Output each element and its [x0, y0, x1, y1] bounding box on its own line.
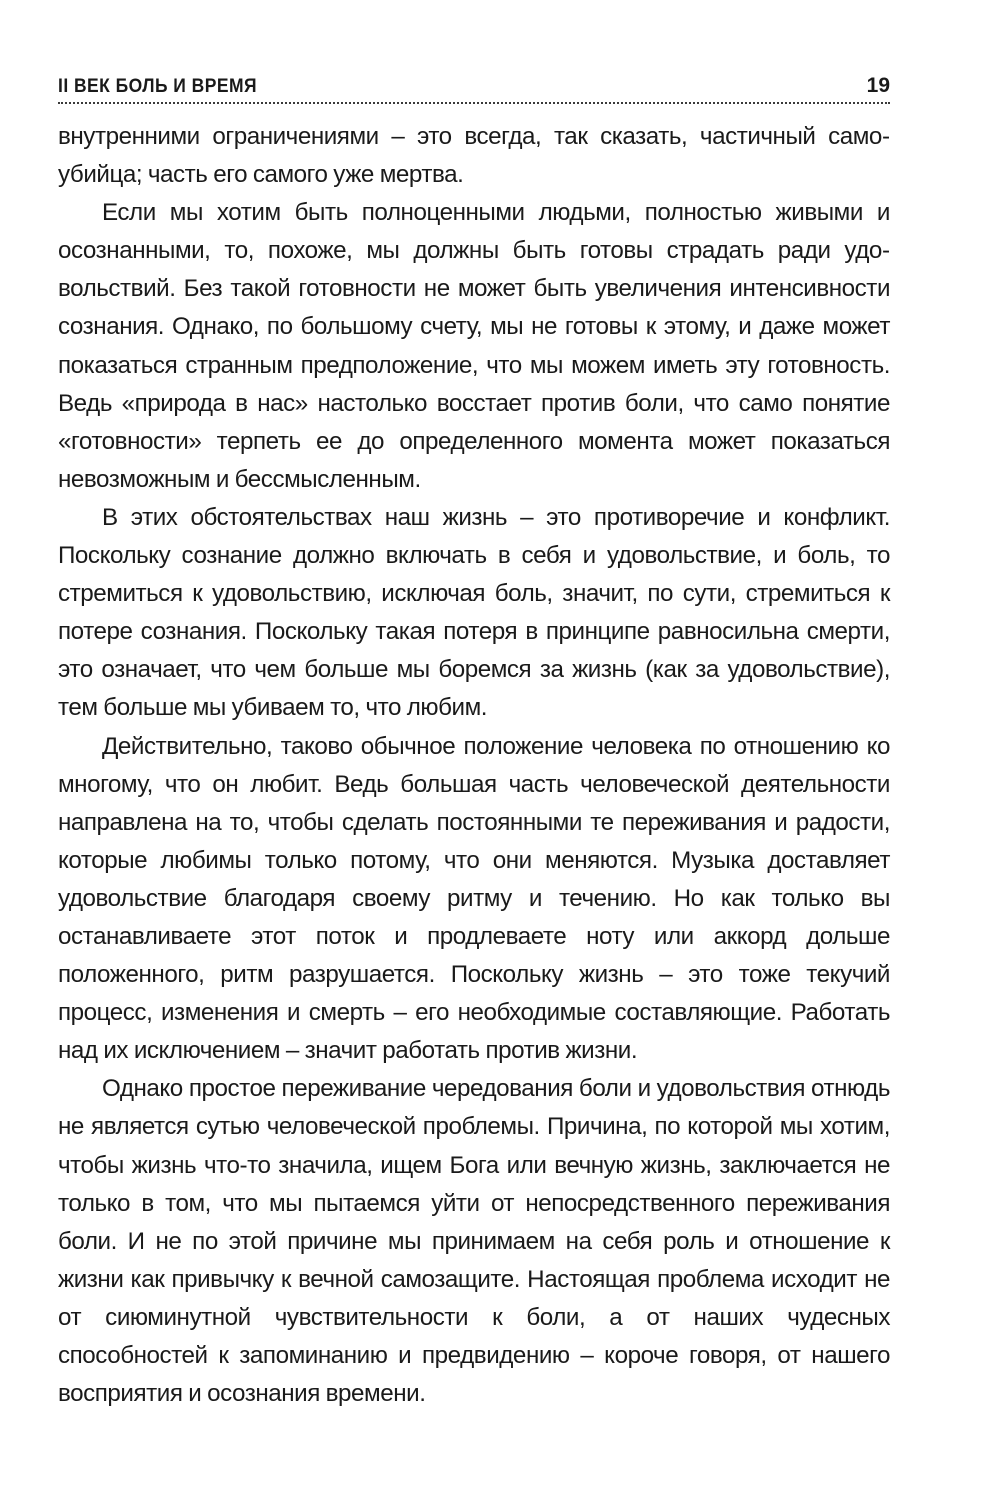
book-page [58, 62, 890, 1413]
paragraph: Если мы хотим быть полноценными людьми, полностью живыми и осознанными, то, похоже, мы должны быть готовы страдать ради удовольствий. Без такой готовности не может быть увеличения интенсивности сознания. Однако, по большому счету, мы не готовы к этому, и даже может показаться странным предположение, что мы можем иметь эту готовность. Ведь «природа в нас» настолько восстает против боли, что само понятие «готовности» терпеть ее до определенного момента может показаться невозможным и бессмысленным. [58, 199, 890, 493]
paragraph: Однако простое переживание чередования боли и удовольствия отнюдь не является сутью человеческой проблемы. Причина, по которой мы хотим, чтобы жизнь что-то значила, ищем Бога или вечную жизнь, заключается не только в том, что мы пытаемся уйти от непосредственного переживания боли. И не по этой причине мы принимаем на себя роль и отношение к жизни как привычку к вечной самозащите. Настоящая проблема исходит не от сиюминутной чувствительности к боли, а от наших чудесных способностей к запоминанию и предвидению – короче говоря, от нашего восприятия и осознания времени. [58, 1075, 890, 1408]
paragraph-continuation: внутренними ограничениями – это всегда, так сказать, частичный самоубийца; часть его самого уже мертва. [58, 123, 890, 189]
paragraph: Действительно, таково обычное положение человека по отношению ко многому, что он любит. Ведь большая часть человеческой деятельности направлена на то, чтобы сделать постоянными те переживания и радости, которые любимы только потому, что они меняются. Музыка доставляет удовольствие благодаря своему ритму и течению. Но как только вы останавливаете этот поток и продлеваете ноту или аккорд дольше положенного, ритм разрушается. Поскольку жизнь – это тоже текучий процесс, изменения и смерть – его необходимые составляющие. Работать над их исключением – значит работать против жизни. [58, 732, 890, 1065]
running-title: II ВЕК БОЛЬ И ВРЕМЯ [58, 76, 258, 97]
body-text [58, 118, 890, 1413]
running-header [58, 62, 890, 104]
paragraph: В этих обстоятельствах наш жизнь – это противоречие и конфликт. Поскольку сознание должно включать в себя и удовольствие, и боль, то стремиться к удовольствию, исключая боль, значит, по сути, стремиться к потере сознания. Поскольку такая потеря в принципе равносильна смерти, это означает, что чем больше мы боремся за жизнь (как за удовольствие), тем больше мы убиваем то, что любим. [58, 503, 890, 722]
page-number: 19 [866, 74, 890, 97]
